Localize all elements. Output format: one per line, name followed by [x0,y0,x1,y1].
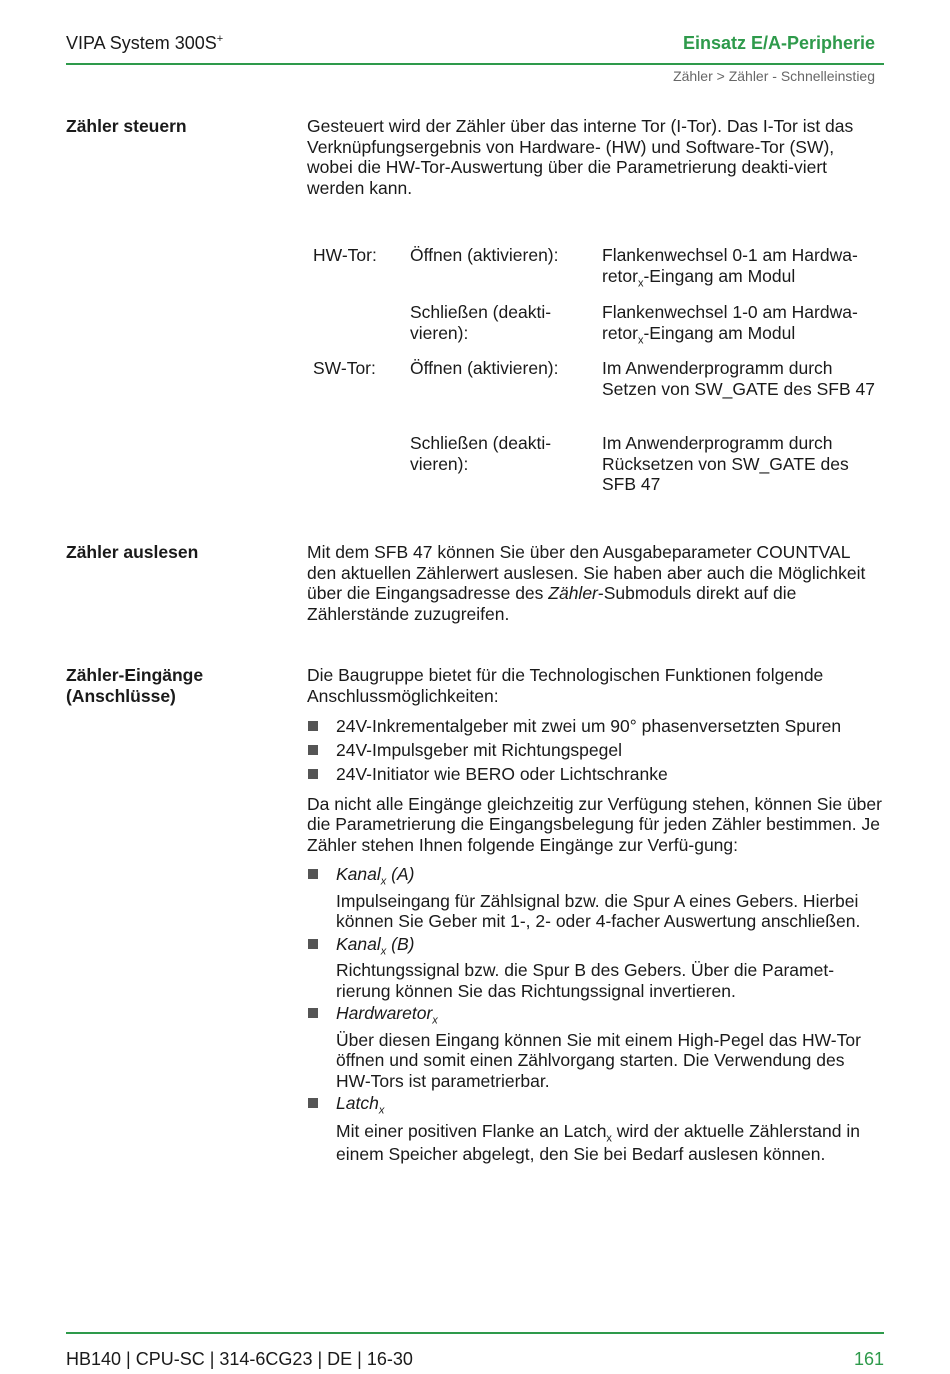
breadcrumb: Zähler > Zähler - Schnelleinstieg [673,68,875,84]
square-bullet-icon [308,1008,318,1018]
auslesen-text: Mit dem SFB 47 können Sie über den Ausgabeparameter COUNTVAL den aktuellen Zählerwert auslesen. Sie haben aber auch die Möglichkeit über die Eingangsadresse des Zähler-Submoduls direkt auf die Zählerstände zuzugreifen. [307,542,866,624]
table-action: Schließen (deakti-vieren): [410,433,552,474]
hw-tor-label: HW-Tor: [313,245,377,265]
connection-list [307,716,882,785]
square-bullet-icon [308,745,318,755]
input-item: Latch$_x$ Mit einer positiven Flanke an Latch$_x$ wird der aktuelle Zählerstand in einem Speicher abgelegt, den Sie bei Bedarf auslesen können. [307,1093,882,1166]
eingaenge-intro: Die Baugruppe bietet für die Technologischen Funktionen folgende Anschlussmöglichkeiten: [307,665,824,706]
header-chapter: Einsatz E/A-Peripherie [682,33,875,53]
section-label-eingaenge: Zähler-Eingänge (Anschlüsse) [66,665,204,706]
square-bullet-icon [308,869,318,879]
sw-tor-label: SW-Tor: [313,358,376,378]
section-label-auslesen: Zähler auslesen [66,542,199,562]
table-desc: Im Anwenderprogramm durch Setzen von SW_GATE des SFB 47 [602,358,875,399]
list-item: 24V-Impulsgeber mit Richtungspegel [307,740,882,761]
input-item: Kanal$_x$ (A) Impulseingang für Zählsignal bzw. die Spur A eines Gebers. Hierbei können Sie Geber mit 1-, 2- oder 4-facher Auswertung anschließen. [307,864,882,932]
section-label-steuern: Zähler steuern [66,116,187,136]
footer-doc-id: HB140 | CPU-SC | 314-6CG23 | DE | 16-30 [66,1349,413,1369]
eingaenge-body [307,665,882,1166]
input-item: Hardwaretor$_x$ Über diesen Eingang können Sie mit einem High-Pegel das HW-Tor öffnen und somit einen Zählvorgang starten. Die Verwendung des HW-Tors ist parametrierbar. [307,1003,882,1091]
eingaenge-para2: Da nicht alle Eingänge gleichzeitig zur Verfügung stehen, können Sie über die Parametrierung die Eingangsbelegung für jeden Zähler bestimmen. Je Zähler stehen Ihnen folgende Eingänge zur Verfü-gung: [307,793,882,855]
table-desc: Flankenwechsel 1-0 am Hardwa-retor$_x$-Eingang am Modul [602,302,858,346]
square-bullet-icon [308,721,318,731]
input-list [307,864,882,1166]
table-action: Öffnen (aktivieren): [410,358,559,378]
square-bullet-icon [308,1098,318,1108]
input-item: Kanal$_x$ (B) Richtungssignal bzw. die Spur B des Gebers. Über die Paramet-rierung können Sie das Richtungssignal invertieren. [307,934,882,1002]
header-rule [66,63,884,65]
header-product: VIPA System 300S+ [66,33,224,53]
table-action: Öffnen (aktivieren): [410,245,559,265]
footer-rule [66,1332,884,1334]
square-bullet-icon [308,769,318,779]
steuern-intro: Gesteuert wird der Zähler über das interne Tor (I-Tor). Das I-Tor ist das Verknüpfungsergebnis von Hardware- (HW) und Software-Tor (SW), wobei die HW-Tor-Auswertung über die Parametrierung deakti-viert werden kann. [307,116,854,198]
square-bullet-icon [308,939,318,949]
page-number: 161 [853,1349,884,1369]
table-action: Schließen (deakti-vieren): [410,302,552,343]
list-item: 24V-Initiator wie BERO oder Lichtschranke [307,764,882,785]
table-desc: Flankenwechsel 0-1 am Hardwa-retor$_x$-Eingang am Modul [602,245,858,289]
table-desc: Im Anwenderprogramm durch Rücksetzen von SW_GATE des SFB 47 [602,433,849,494]
list-item: 24V-Inkrementalgeber mit zwei um 90° phasenversetzten Spuren [307,716,882,737]
